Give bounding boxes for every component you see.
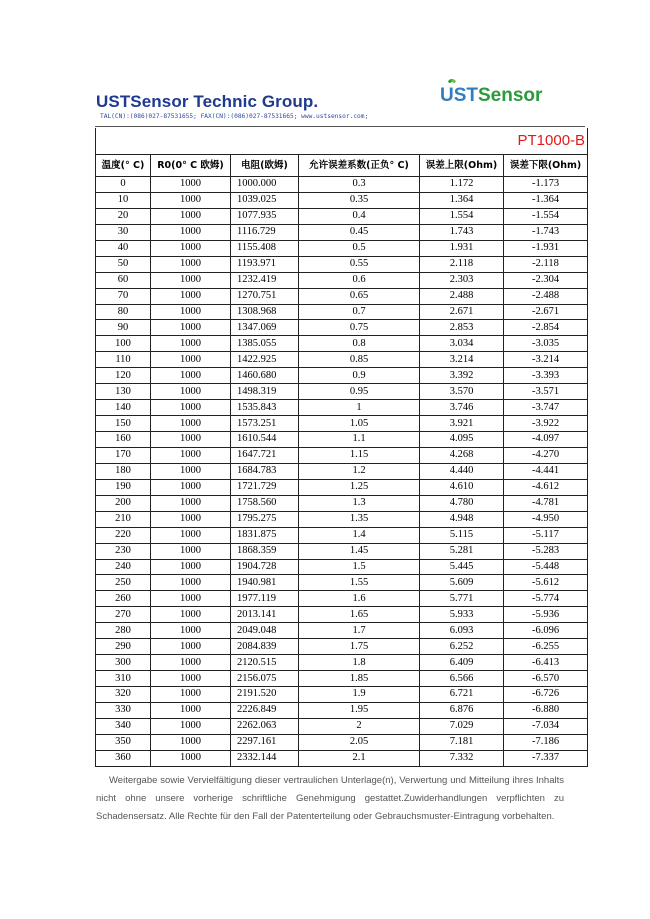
- cell-r0: 1000: [151, 559, 231, 575]
- cell-upper-limit: 3.392: [420, 368, 504, 384]
- cell-tolerance: 1.3: [299, 495, 420, 511]
- table-row: [96, 511, 588, 527]
- cell-tolerance: 1.55: [299, 575, 420, 591]
- table-row: [96, 192, 588, 208]
- cell-tolerance: 1.25: [299, 479, 420, 495]
- cell-resistance: 2156.075: [231, 671, 299, 687]
- cell-lower-limit: -7.186: [504, 734, 588, 750]
- cell-tolerance: 1.7: [299, 623, 420, 639]
- cell-temperature: 40: [96, 240, 151, 256]
- cell-temperature: 330: [96, 702, 151, 718]
- cell-r0: 1000: [151, 447, 231, 463]
- cell-lower-limit: -4.950: [504, 511, 588, 527]
- cell-tolerance: 0.7: [299, 304, 420, 320]
- cell-upper-limit: 5.609: [420, 575, 504, 591]
- cell-temperature: 230: [96, 543, 151, 559]
- table-row: [96, 607, 588, 623]
- cell-upper-limit: 3.746: [420, 400, 504, 416]
- table-row: [96, 256, 588, 272]
- header-row: [96, 155, 588, 177]
- cell-upper-limit: 2.853: [420, 320, 504, 336]
- col-header-tolerance: 允许误差系数(正负° C): [299, 155, 420, 177]
- cell-tolerance: 0.8: [299, 336, 420, 352]
- cell-r0: 1000: [151, 479, 231, 495]
- cell-temperature: 200: [96, 495, 151, 511]
- cell-tolerance: 0.55: [299, 256, 420, 272]
- cell-temperature: 360: [96, 750, 151, 766]
- cell-lower-limit: -7.337: [504, 750, 588, 766]
- cell-resistance: 1977.119: [231, 591, 299, 607]
- cell-r0: 1000: [151, 272, 231, 288]
- table-row: [96, 495, 588, 511]
- cell-lower-limit: -1.364: [504, 192, 588, 208]
- cell-tolerance: 0.45: [299, 224, 420, 240]
- brand-wordmark: [440, 85, 542, 107]
- cell-upper-limit: 4.440: [420, 463, 504, 479]
- cell-upper-limit: 6.721: [420, 687, 504, 703]
- cell-temperature: 260: [96, 591, 151, 607]
- cell-r0: 1000: [151, 591, 231, 607]
- table-row: [96, 543, 588, 559]
- table-row: [96, 750, 588, 766]
- cell-resistance: 2297.161: [231, 734, 299, 750]
- cell-tolerance: 0.65: [299, 288, 420, 304]
- table-row: [96, 288, 588, 304]
- col-header-r0: R0(0° C 欧姆): [151, 155, 231, 177]
- table-row: [96, 177, 588, 193]
- table-row: [96, 702, 588, 718]
- cell-tolerance: 1.5: [299, 559, 420, 575]
- cell-tolerance: 0.75: [299, 320, 420, 336]
- cell-temperature: 50: [96, 256, 151, 272]
- cell-lower-limit: -6.570: [504, 671, 588, 687]
- cell-r0: 1000: [151, 607, 231, 623]
- cell-tolerance: 0.5: [299, 240, 420, 256]
- cell-tolerance: 0.6: [299, 272, 420, 288]
- cell-resistance: 1422.925: [231, 352, 299, 368]
- cell-r0: 1000: [151, 495, 231, 511]
- cell-temperature: 220: [96, 527, 151, 543]
- table-row: [96, 591, 588, 607]
- cell-r0: 1000: [151, 224, 231, 240]
- cell-r0: 1000: [151, 400, 231, 416]
- cell-r0: 1000: [151, 639, 231, 655]
- cell-lower-limit: -2.488: [504, 288, 588, 304]
- table-row: [96, 416, 588, 432]
- cell-lower-limit: -2.854: [504, 320, 588, 336]
- cell-r0: 1000: [151, 336, 231, 352]
- cell-upper-limit: 4.268: [420, 447, 504, 463]
- cell-temperature: 190: [96, 479, 151, 495]
- cell-r0: 1000: [151, 543, 231, 559]
- cell-tolerance: 1.15: [299, 447, 420, 463]
- cell-resistance: 1868.359: [231, 543, 299, 559]
- cell-lower-limit: -6.255: [504, 639, 588, 655]
- cell-lower-limit: -6.413: [504, 655, 588, 671]
- cell-r0: 1000: [151, 256, 231, 272]
- cell-resistance: 1460.680: [231, 368, 299, 384]
- cell-lower-limit: -2.671: [504, 304, 588, 320]
- cell-r0: 1000: [151, 623, 231, 639]
- cell-tolerance: 2.05: [299, 734, 420, 750]
- cell-lower-limit: -2.304: [504, 272, 588, 288]
- cell-lower-limit: -1.173: [504, 177, 588, 193]
- table-row: [96, 400, 588, 416]
- cell-temperature: 70: [96, 288, 151, 304]
- cell-resistance: 1308.968: [231, 304, 299, 320]
- cell-tolerance: 1.1: [299, 432, 420, 448]
- cell-temperature: 280: [96, 623, 151, 639]
- cell-r0: 1000: [151, 192, 231, 208]
- cell-upper-limit: 4.095: [420, 432, 504, 448]
- cell-upper-limit: 3.034: [420, 336, 504, 352]
- leaf-icon: [448, 78, 456, 84]
- table-body: [96, 177, 588, 767]
- spec-table-container: [95, 128, 587, 767]
- table-row: [96, 352, 588, 368]
- cell-r0: 1000: [151, 177, 231, 193]
- cell-tolerance: 1.6: [299, 591, 420, 607]
- cell-r0: 1000: [151, 463, 231, 479]
- cell-upper-limit: 5.771: [420, 591, 504, 607]
- cell-r0: 1000: [151, 368, 231, 384]
- table-row: [96, 734, 588, 750]
- cell-tolerance: 1.8: [299, 655, 420, 671]
- cell-lower-limit: -6.880: [504, 702, 588, 718]
- cell-upper-limit: 5.445: [420, 559, 504, 575]
- cell-tolerance: 1.9: [299, 687, 420, 703]
- cell-upper-limit: 2.303: [420, 272, 504, 288]
- table-row: [96, 447, 588, 463]
- table-row: [96, 639, 588, 655]
- cell-temperature: 320: [96, 687, 151, 703]
- cell-upper-limit: 6.409: [420, 655, 504, 671]
- cell-upper-limit: 6.252: [420, 639, 504, 655]
- cell-temperature: 60: [96, 272, 151, 288]
- cell-temperature: 100: [96, 336, 151, 352]
- cell-upper-limit: 1.554: [420, 208, 504, 224]
- cell-resistance: 1573.251: [231, 416, 299, 432]
- table-row: [96, 336, 588, 352]
- table-row: [96, 320, 588, 336]
- cell-lower-limit: -6.726: [504, 687, 588, 703]
- cell-r0: 1000: [151, 288, 231, 304]
- cell-temperature: 10: [96, 192, 151, 208]
- table-row: [96, 718, 588, 734]
- cell-upper-limit: 1.364: [420, 192, 504, 208]
- cell-upper-limit: 7.029: [420, 718, 504, 734]
- cell-r0: 1000: [151, 320, 231, 336]
- cell-upper-limit: 4.780: [420, 495, 504, 511]
- cell-temperature: 130: [96, 384, 151, 400]
- cell-lower-limit: -1.743: [504, 224, 588, 240]
- cell-lower-limit: -5.612: [504, 575, 588, 591]
- cell-tolerance: 0.4: [299, 208, 420, 224]
- cell-r0: 1000: [151, 750, 231, 766]
- cell-r0: 1000: [151, 352, 231, 368]
- cell-lower-limit: -6.096: [504, 623, 588, 639]
- cell-resistance: 2049.048: [231, 623, 299, 639]
- cell-lower-limit: -1.554: [504, 208, 588, 224]
- cell-resistance: 1270.751: [231, 288, 299, 304]
- cell-tolerance: 1.65: [299, 607, 420, 623]
- cell-resistance: 2262.063: [231, 718, 299, 734]
- cell-resistance: 2226.849: [231, 702, 299, 718]
- legal-notice-text: Weitergabe sowie Vervielfältigung dieser vertraulichen Unterlage(n), Verwertung und Mitteilung ihres Inhalts nicht ohne unsere vorherige schriftliche Genehmigung gestattet.Zuwiderhandlungen verpflichten zu Schadensersatz. Alle Rechte für den Fall der Patenterteilung oder Gebrauchsmuster-Eintragung vorbehalten.: [96, 775, 564, 822]
- cell-temperature: 350: [96, 734, 151, 750]
- cell-resistance: 1116.729: [231, 224, 299, 240]
- cell-upper-limit: 3.921: [420, 416, 504, 432]
- table-row: [96, 671, 588, 687]
- cell-upper-limit: 5.933: [420, 607, 504, 623]
- cell-resistance: 1610.544: [231, 432, 299, 448]
- cell-lower-limit: -3.035: [504, 336, 588, 352]
- cell-lower-limit: -3.571: [504, 384, 588, 400]
- cell-temperature: 0: [96, 177, 151, 193]
- cell-lower-limit: -4.781: [504, 495, 588, 511]
- table-row: [96, 479, 588, 495]
- table-row: [96, 575, 588, 591]
- cell-lower-limit: -3.747: [504, 400, 588, 416]
- cell-upper-limit: 7.332: [420, 750, 504, 766]
- cell-lower-limit: -4.270: [504, 447, 588, 463]
- cell-lower-limit: -5.936: [504, 607, 588, 623]
- cell-tolerance: 2.1: [299, 750, 420, 766]
- col-header-upper-limit: 误差上限(Ohm): [420, 155, 504, 177]
- cell-r0: 1000: [151, 511, 231, 527]
- cell-resistance: 1904.728: [231, 559, 299, 575]
- cell-temperature: 160: [96, 432, 151, 448]
- cell-lower-limit: -2.118: [504, 256, 588, 272]
- cell-upper-limit: 1.931: [420, 240, 504, 256]
- col-header-lower-limit: 误差下限(Ohm): [504, 155, 588, 177]
- cell-r0: 1000: [151, 208, 231, 224]
- cell-lower-limit: -1.931: [504, 240, 588, 256]
- contact-info: TAL(CN):(086)027-87531655; FAX(CN):(086)027-87531665; www.ustsensor.com;: [100, 113, 369, 120]
- cell-tolerance: 1.85: [299, 671, 420, 687]
- cell-temperature: 270: [96, 607, 151, 623]
- brand-ust: UST: [440, 85, 478, 106]
- table-row: [96, 384, 588, 400]
- cell-upper-limit: 6.876: [420, 702, 504, 718]
- cell-resistance: 1721.729: [231, 479, 299, 495]
- cell-r0: 1000: [151, 575, 231, 591]
- table-row: [96, 655, 588, 671]
- table-row: [96, 224, 588, 240]
- col-header-resistance: 电阻(欧姆): [231, 155, 299, 177]
- cell-lower-limit: -5.283: [504, 543, 588, 559]
- cell-lower-limit: -4.612: [504, 479, 588, 495]
- table-row: [96, 272, 588, 288]
- cell-upper-limit: 7.181: [420, 734, 504, 750]
- cell-resistance: 2084.839: [231, 639, 299, 655]
- cell-temperature: 170: [96, 447, 151, 463]
- cell-temperature: 310: [96, 671, 151, 687]
- cell-temperature: 110: [96, 352, 151, 368]
- cell-resistance: 1535.843: [231, 400, 299, 416]
- cell-r0: 1000: [151, 687, 231, 703]
- cell-upper-limit: 1.172: [420, 177, 504, 193]
- cell-r0: 1000: [151, 384, 231, 400]
- cell-r0: 1000: [151, 416, 231, 432]
- cell-tolerance: 0.9: [299, 368, 420, 384]
- cell-resistance: 1385.055: [231, 336, 299, 352]
- cell-temperature: 210: [96, 511, 151, 527]
- cell-r0: 1000: [151, 527, 231, 543]
- table-row: [96, 208, 588, 224]
- table-row: [96, 463, 588, 479]
- cell-temperature: 240: [96, 559, 151, 575]
- cell-temperature: 300: [96, 655, 151, 671]
- cell-upper-limit: 4.948: [420, 511, 504, 527]
- table-row: [96, 687, 588, 703]
- cell-temperature: 290: [96, 639, 151, 655]
- cell-resistance: 1077.935: [231, 208, 299, 224]
- header-divider: [95, 126, 585, 127]
- cell-resistance: 1758.560: [231, 495, 299, 511]
- cell-tolerance: 1.95: [299, 702, 420, 718]
- cell-resistance: 2013.141: [231, 607, 299, 623]
- cell-upper-limit: 4.610: [420, 479, 504, 495]
- cell-r0: 1000: [151, 432, 231, 448]
- cell-resistance: 1193.971: [231, 256, 299, 272]
- cell-tolerance: 1.4: [299, 527, 420, 543]
- cell-tolerance: 1: [299, 400, 420, 416]
- cell-tolerance: 1.2: [299, 463, 420, 479]
- cell-temperature: 90: [96, 320, 151, 336]
- cell-upper-limit: 2.488: [420, 288, 504, 304]
- cell-resistance: 1498.319: [231, 384, 299, 400]
- cell-upper-limit: 2.671: [420, 304, 504, 320]
- resistance-table: [95, 128, 588, 767]
- cell-tolerance: 0.95: [299, 384, 420, 400]
- cell-resistance: 1795.275: [231, 511, 299, 527]
- cell-upper-limit: 3.214: [420, 352, 504, 368]
- cell-resistance: 1347.069: [231, 320, 299, 336]
- model-name: PT1000-B: [96, 128, 588, 155]
- cell-temperature: 30: [96, 224, 151, 240]
- cell-r0: 1000: [151, 734, 231, 750]
- cell-lower-limit: -7.034: [504, 718, 588, 734]
- table-row: [96, 527, 588, 543]
- cell-r0: 1000: [151, 655, 231, 671]
- cell-tolerance: 0.85: [299, 352, 420, 368]
- cell-temperature: 20: [96, 208, 151, 224]
- cell-upper-limit: 2.118: [420, 256, 504, 272]
- table-row: [96, 240, 588, 256]
- cell-resistance: 2332.144: [231, 750, 299, 766]
- cell-lower-limit: -5.448: [504, 559, 588, 575]
- company-name: USTSensor Technic Group.: [96, 92, 319, 111]
- cell-tolerance: 1.35: [299, 511, 420, 527]
- cell-temperature: 180: [96, 463, 151, 479]
- cell-lower-limit: -3.922: [504, 416, 588, 432]
- cell-temperature: 150: [96, 416, 151, 432]
- cell-lower-limit: -4.441: [504, 463, 588, 479]
- cell-temperature: 340: [96, 718, 151, 734]
- col-header-temperature: 温度(° C): [96, 155, 151, 177]
- cell-lower-limit: -5.774: [504, 591, 588, 607]
- cell-lower-limit: -3.214: [504, 352, 588, 368]
- cell-resistance: 2191.520: [231, 687, 299, 703]
- cell-resistance: 1940.981: [231, 575, 299, 591]
- cell-r0: 1000: [151, 718, 231, 734]
- cell-temperature: 140: [96, 400, 151, 416]
- cell-upper-limit: 1.743: [420, 224, 504, 240]
- cell-upper-limit: 6.093: [420, 623, 504, 639]
- cell-resistance: 1039.025: [231, 192, 299, 208]
- cell-upper-limit: 6.566: [420, 671, 504, 687]
- cell-resistance: 1232.419: [231, 272, 299, 288]
- cell-upper-limit: 3.570: [420, 384, 504, 400]
- table-row: [96, 623, 588, 639]
- cell-resistance: 1684.783: [231, 463, 299, 479]
- cell-lower-limit: -4.097: [504, 432, 588, 448]
- cell-r0: 1000: [151, 240, 231, 256]
- cell-upper-limit: 5.115: [420, 527, 504, 543]
- cell-temperature: 120: [96, 368, 151, 384]
- table-row: [96, 368, 588, 384]
- cell-resistance: 1647.721: [231, 447, 299, 463]
- legal-notice: [96, 772, 564, 826]
- cell-r0: 1000: [151, 702, 231, 718]
- cell-tolerance: 1.45: [299, 543, 420, 559]
- brand-sensor: Sensor: [478, 85, 543, 106]
- cell-lower-limit: -3.393: [504, 368, 588, 384]
- cell-tolerance: 2: [299, 718, 420, 734]
- cell-upper-limit: 5.281: [420, 543, 504, 559]
- table-row: [96, 559, 588, 575]
- cell-temperature: 80: [96, 304, 151, 320]
- cell-tolerance: 0.3: [299, 177, 420, 193]
- table-row: [96, 304, 588, 320]
- cell-r0: 1000: [151, 671, 231, 687]
- cell-resistance: 2120.515: [231, 655, 299, 671]
- model-row: [96, 128, 588, 155]
- table-row: [96, 432, 588, 448]
- cell-resistance: 1155.408: [231, 240, 299, 256]
- brand-logo: [440, 78, 560, 108]
- cell-tolerance: 1.05: [299, 416, 420, 432]
- cell-tolerance: 0.35: [299, 192, 420, 208]
- cell-resistance: 1831.875: [231, 527, 299, 543]
- cell-tolerance: 1.75: [299, 639, 420, 655]
- cell-lower-limit: -5.117: [504, 527, 588, 543]
- cell-temperature: 250: [96, 575, 151, 591]
- cell-resistance: 1000.000: [231, 177, 299, 193]
- cell-r0: 1000: [151, 304, 231, 320]
